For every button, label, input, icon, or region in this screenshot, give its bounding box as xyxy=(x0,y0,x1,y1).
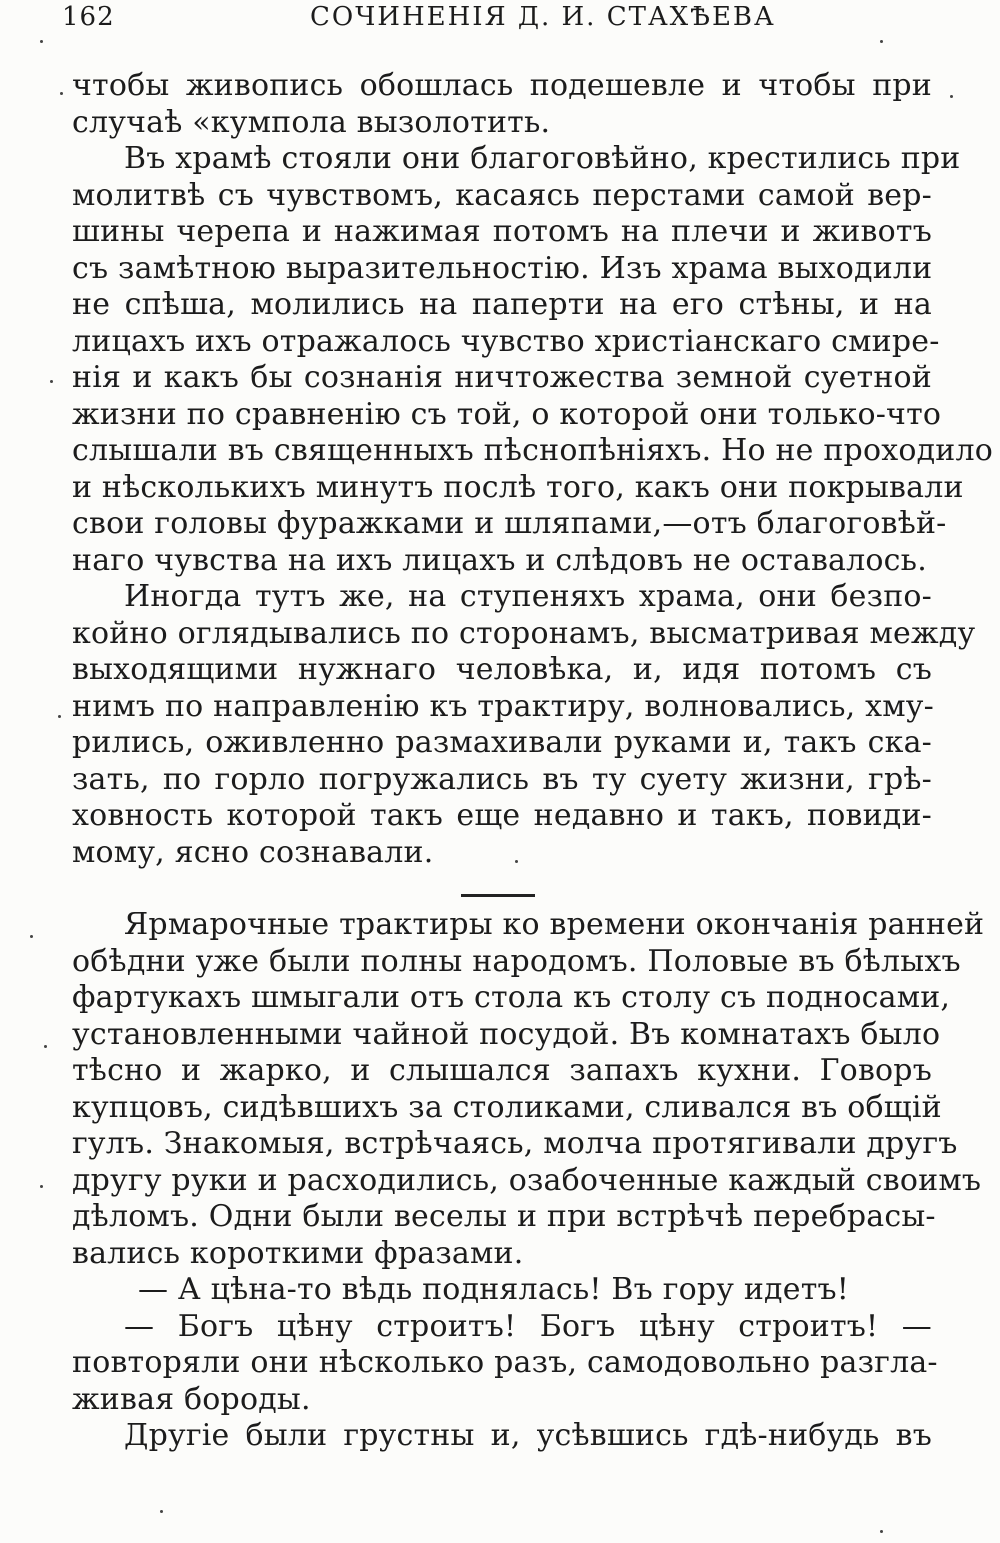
dialogue-line: — А цѣна-то вѣдь поднялась! Въ гору идетъ! xyxy=(138,1272,850,1307)
page-header xyxy=(0,0,1000,36)
text-line: рились, оживленно размахивали руками и, такъ ска- xyxy=(72,725,932,760)
text-line: тѣсно и жарко, и слышался запахъ кухни. Говоръ xyxy=(72,1053,932,1088)
print-speck xyxy=(60,92,63,95)
text-line: Другіе были грустны и, усѣвшись гдѣ-нибудь въ xyxy=(124,1418,932,1453)
print-speck xyxy=(40,40,43,43)
text-line: повторяли они нѣсколько разъ, самодовольно разгла- xyxy=(72,1345,938,1380)
section-divider xyxy=(461,894,535,897)
print-speck xyxy=(30,935,33,938)
text-line: свои головы фуражками и шляпами,—отъ благоговѣй- xyxy=(72,506,947,541)
text-line: Иногда тутъ же, на ступеняхъ храма, они безпо- xyxy=(124,579,932,614)
print-speck xyxy=(44,1045,47,1048)
text-line: мому, ясно сознавали. xyxy=(72,834,434,870)
print-speck xyxy=(50,380,53,383)
text-line: выходящими нужнаго человѣка, и, идя потомъ съ xyxy=(72,652,932,687)
print-speck xyxy=(40,1185,43,1188)
text-line: купцовъ, сидѣвшихъ за столиками, сливался въ общій xyxy=(72,1089,942,1125)
text-line: Въ храмѣ стояли они благоговѣйно, крестились при xyxy=(124,141,961,176)
text-line: шины черепа и нажимая потомъ на плечи и животъ xyxy=(72,214,932,249)
text-line: нимъ по направленію къ трактиру, волновались, хму- xyxy=(72,688,934,724)
text-line: жизни по сравненію съ той, о которой они только-что xyxy=(72,396,942,432)
text-line: Ярмарочные трактиры ко времени окончанія ранней xyxy=(124,907,985,942)
text-line: и нѣсколькихъ минутъ послѣ того, какъ они покрывали xyxy=(72,469,964,505)
text-line: чтобы живопись обошлась подешевле и чтобы при xyxy=(72,68,932,103)
text-line: съ замѣтною выразительностію. Изъ храма выходили xyxy=(72,250,933,286)
text-line: вались короткими фразами. xyxy=(72,1235,524,1271)
text-line: гулъ. Знакомыя, встрѣчаясь, молча протягивали другъ xyxy=(72,1126,958,1161)
text-line: молитвѣ съ чувствомъ, касаясь перстами самой вер- xyxy=(72,177,932,213)
text-section-1 xyxy=(72,68,993,871)
page-number: 162 xyxy=(62,2,115,32)
dialogue-line: — Богъ цѣну строитъ! Богъ цѣну строитъ! — xyxy=(124,1308,932,1344)
text-line: наго чувства на ихъ лицахъ и слѣдовъ не оставалось. xyxy=(72,542,927,578)
text-line: лицахъ ихъ отражалось чувство христіанскаго смире- xyxy=(72,323,940,359)
text-section-2 xyxy=(72,907,985,1455)
text-line: случаѣ «кумпола вызолотить. xyxy=(72,104,551,140)
text-line: зать, по горло погружались въ ту суету жизни, грѣ- xyxy=(72,761,932,797)
text-line: установленными чайной посудой. Въ комнатахъ было xyxy=(72,1016,941,1052)
print-speck xyxy=(950,95,953,98)
text-line: слышали въ священныхъ пѣснопѣніяхъ. Но не проходило xyxy=(72,433,993,468)
text-line: койно оглядывались по сторонамъ, высматривая между xyxy=(72,615,976,651)
print-speck xyxy=(160,1510,163,1513)
print-speck xyxy=(880,40,883,43)
print-speck xyxy=(880,1530,883,1533)
text-line: дѣломъ. Одни были веселы и при встрѣчѣ перебрасы- xyxy=(72,1199,936,1234)
running-title: СОЧИНЕНІЯ Д. И. СТАХѢЕВА xyxy=(310,2,776,32)
text-line: обѣдни уже были полны народомъ. Половые въ бѣлыхъ xyxy=(72,943,961,979)
print-speck xyxy=(515,860,518,863)
text-line: нія и какъ бы сознанія ничтожества земной суетной xyxy=(72,360,932,395)
text-line: ховность которой такъ еще недавно и такъ, повиди- xyxy=(72,798,932,833)
text-line: живая бороды. xyxy=(72,1381,311,1417)
text-line: фартукахъ шмыгали отъ стола къ столу съ подносами, xyxy=(72,980,951,1015)
print-speck xyxy=(58,715,61,718)
text-line: не спѣша, молились на паперти на его стѣны, и на xyxy=(72,287,932,322)
text-line: другу руки и расходились, озабоченные каждый своимъ xyxy=(72,1162,982,1198)
